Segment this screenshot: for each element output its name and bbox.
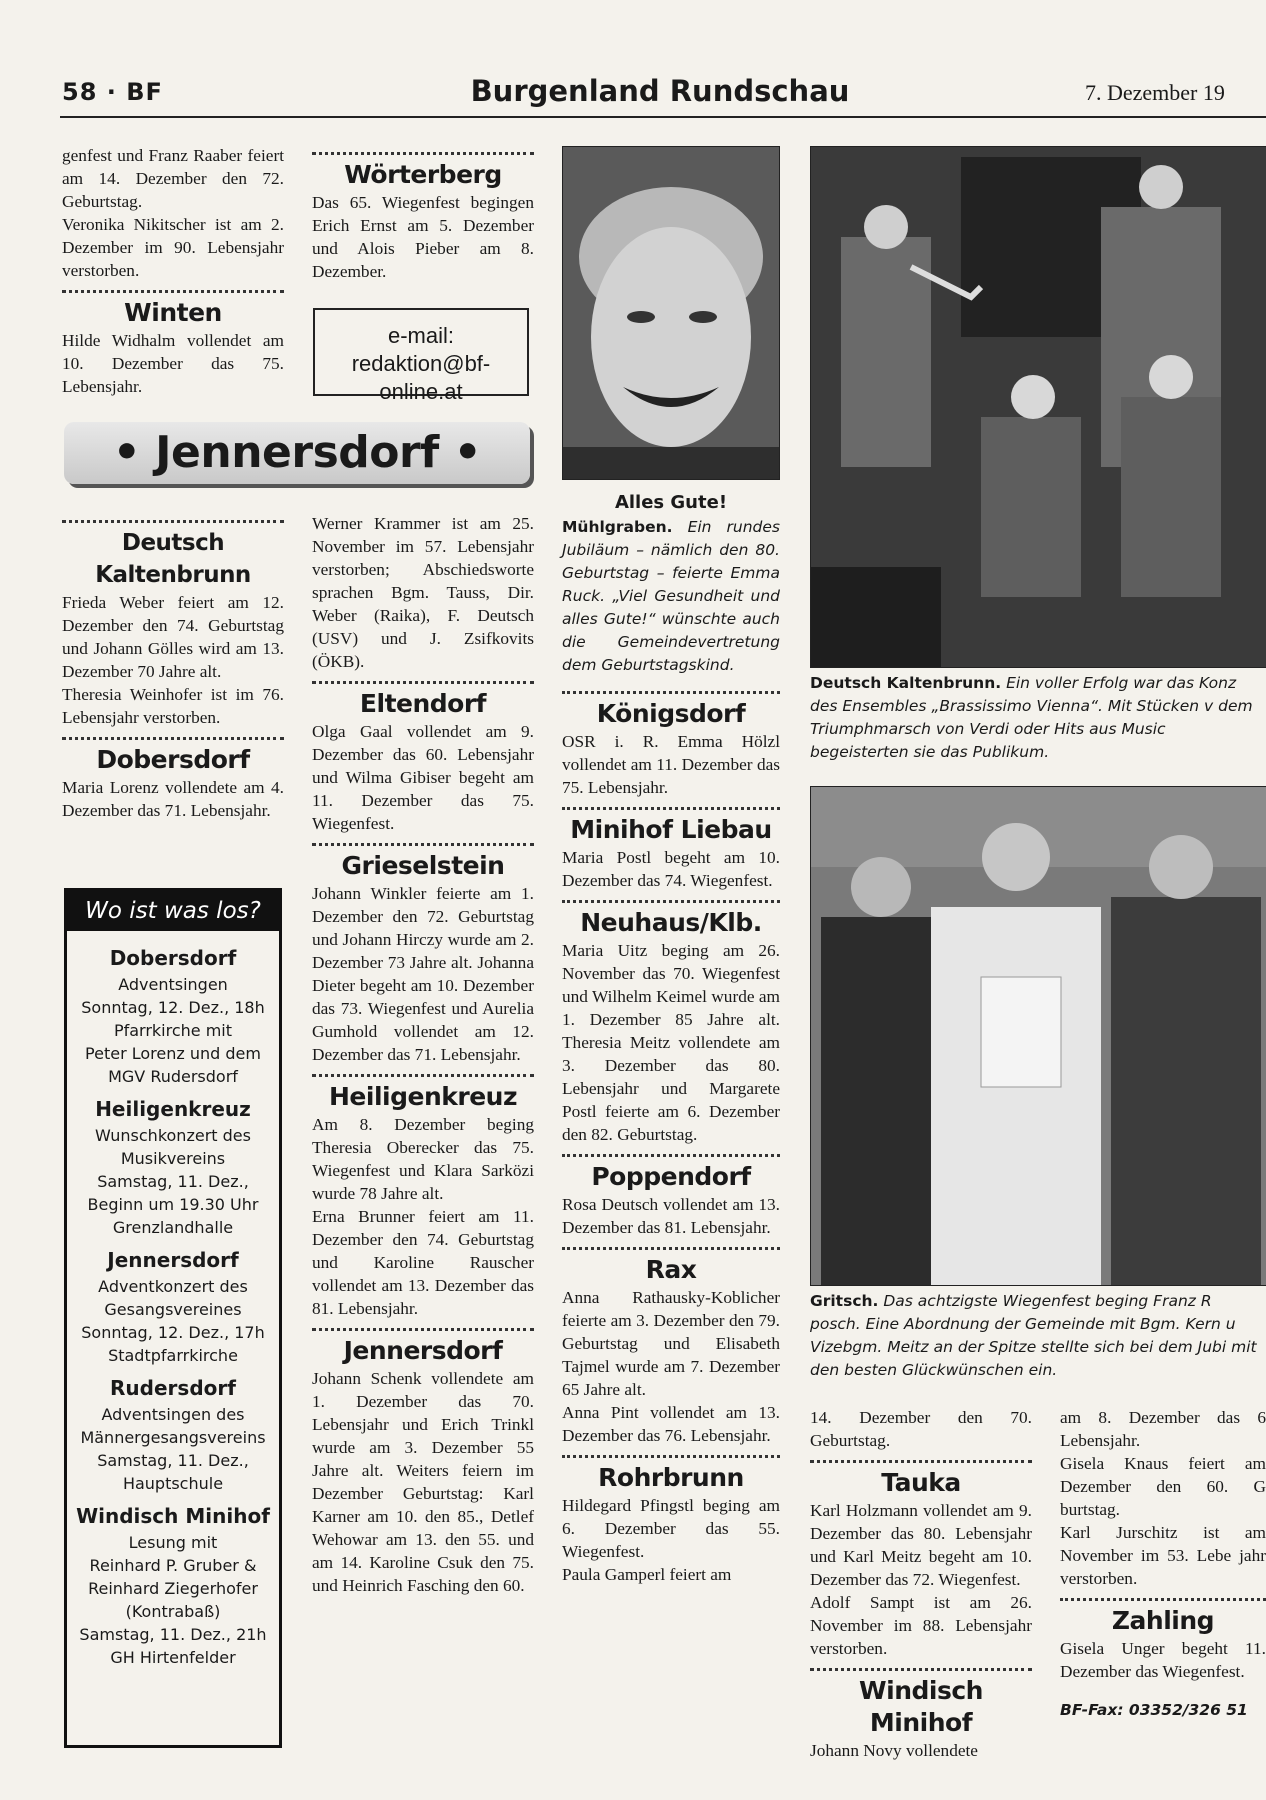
- event-place: Heiligenkreuz: [95, 1097, 251, 1121]
- divider: [562, 900, 780, 905]
- col3: [562, 490, 780, 1586]
- divider: [810, 1460, 1032, 1465]
- text: Am 8. Dezember beging Theresia Oberecker das 75. Wiegenfest und Klara Sarközi wurde 78 Jahre alt.: [312, 1115, 534, 1203]
- photo-caption-title: Alles Gute!: [614, 492, 728, 513]
- event-line: Samstag, 11. Dez.,: [97, 1172, 249, 1191]
- text: am 8. Dezember das 6 Lebensjahr.: [1060, 1408, 1266, 1450]
- text: 14. Dezember den 70. Geburtstag.: [810, 1408, 1032, 1450]
- divider: [1060, 1598, 1266, 1603]
- col1-top: [62, 144, 284, 398]
- event-line: Hauptschule: [122, 1474, 224, 1493]
- text: OSR i. R. Emma Hölzl vollendet am 11. Dezember das 75. Lebensjahr.: [562, 732, 780, 797]
- section-title: Wörterberg: [344, 160, 502, 189]
- caption-lead: Deutsch Kaltenbrunn.: [810, 674, 1002, 692]
- fax-number: BF-Fax: 03352/326 51: [1060, 1701, 1248, 1719]
- text: Olga Gaal vollendet am 9. Dezember das 60. Lebensjahr und Wilma Gibiser begeht am 11. Dezember das 75. Wiegenfest.: [312, 722, 534, 833]
- text: Maria Lorenz vollendete am 4. Dezember das 71. Lebensjahr.: [62, 778, 284, 820]
- section-title: Jennersdorf: [343, 1336, 503, 1365]
- event-line: Männergesangsvereins: [80, 1428, 266, 1447]
- event-line: Sonntag, 12. Dez., 18h: [81, 998, 265, 1017]
- text: Maria Uitz beging am 26. November das 70. Wiegenfest und Wilhelm Keimel wurde am 1. Dezember 85 Jahre alt. Theresia Meitz vollendete am 3. Dezember das 80. Lebensjahr und Margarete Postl feierte am 6. Dezember den 82. Geburtstag.: [562, 941, 780, 1144]
- caption-text: Ein rundes Jubiläum – nämlich den 80. Geburtstag – feierte Emma Ruck. „Viel Gesundheit und alles Gute!“ wünschte auch die Gemeindevertretung dem Geburtstagskind.: [562, 518, 780, 674]
- caption-lead: Gritsch.: [810, 1292, 879, 1310]
- divider: [62, 290, 284, 295]
- event-line: Lesung mit: [128, 1533, 218, 1552]
- event-line: Beginn um 19.30 Uhr: [87, 1195, 259, 1214]
- divider: [562, 1154, 780, 1159]
- issue-date: 7. Dezember 19: [1085, 80, 1225, 105]
- gritsch-image: [811, 787, 1266, 1285]
- event-line: (Kontrabaß): [125, 1602, 221, 1621]
- section-title: Rax: [645, 1255, 697, 1284]
- region-banner: • Jennersdorf •: [64, 422, 530, 484]
- event-line: Wunschkonzert des: [95, 1126, 251, 1145]
- section-title: Dobersdorf: [96, 745, 250, 774]
- section-title: Zahling: [1111, 1606, 1215, 1635]
- text: Johann Schenk vollendete am 1. Dezember das 70. Lebensjahr und Erich Trinkl wurde am 3. Dezember 55 Jahre alt. Weiters feiern im Dezember Geburtstag: Karl Karner am 10. den 85., Detlef Wehowar am 13. den 55. und am 14. Karoline Csuk den 75. und Heinrich Fasching den 60.: [312, 1369, 534, 1595]
- photo-caption: [562, 516, 780, 677]
- events-box: [64, 888, 282, 1748]
- event-line: Musikvereins: [120, 1149, 226, 1168]
- divider: [562, 807, 780, 812]
- text: Theresia Weinhofer ist im 76. Lebensjahr verstorben.: [62, 685, 284, 727]
- col5: [1060, 1406, 1266, 1722]
- events-list: [67, 931, 279, 1675]
- text: Karl Holzmann vollendet am 9. Dezember das 80. Lebensjahr und Karl Meitz begeht am 10. Dezember das 72. Wiegenfest.: [810, 1501, 1032, 1589]
- event-line: Reinhard P. Gruber &: [89, 1556, 257, 1575]
- event-line: Peter Lorenz und dem: [85, 1044, 261, 1063]
- section-title: Eltendorf: [359, 689, 487, 718]
- band-photo: [810, 146, 1266, 668]
- divider: [562, 1247, 780, 1252]
- divider: [562, 1455, 780, 1460]
- text: Adolf Sampt ist am 26. November im 88. Lebensjahr verstorben.: [810, 1593, 1032, 1658]
- section-title: Königsdorf: [596, 699, 746, 728]
- text: Anna Pint vollendet am 13. Dezember das 76. Lebensjahr.: [562, 1403, 780, 1445]
- text: Das 65. Wiegenfest begingen Erich Ernst am 5. Dezember und Alois Pieber am 8. Dezember.: [312, 193, 534, 281]
- event-line: Pfarrkirche mit: [113, 1021, 233, 1040]
- divider: [312, 843, 534, 848]
- divider: [312, 1328, 534, 1333]
- text: Erna Brunner feiert am 11. Dezember den 74. Geburtstag und Karoline Rauscher vollendet am 13. Dezember das 81. Lebensjahr.: [312, 1207, 534, 1318]
- col2-main: [312, 512, 534, 1597]
- text: Gisela Unger begeht 11. Dezember das Wiegenfest.: [1060, 1639, 1266, 1681]
- divider: [312, 152, 534, 157]
- email-address[interactable]: redaktion@bf-online.at: [351, 351, 491, 404]
- text: Gisela Knaus feiert am Dezember den 60. G burtstag.: [1060, 1454, 1266, 1519]
- divider: [312, 1074, 534, 1079]
- event-line: Adventsingen: [118, 975, 228, 994]
- event-line: Stadtpfarrkirche: [108, 1346, 238, 1365]
- text: genfest und Franz Raaber feiert am 14. Dezember den 72. Geburtstag.: [62, 146, 284, 211]
- text: Karl Jurschitz ist am November im 53. Lebe jahr verstorben.: [1060, 1523, 1266, 1588]
- text: Werner Krammer ist am 25. November im 57. Lebensjahr verstorben; Abschiedsworte sprachen Bgm. Tauss, Dir. Weber (Raika), F. Deutsch (USV) und J. Zsifkovits (ÖKB).: [312, 514, 534, 671]
- text: Rosa Deutsch vollendet am 13. Dezember das 81. Lebensjahr.: [562, 1195, 780, 1237]
- email-label: e-mail:: [387, 323, 454, 348]
- page-number: 58 · BF: [62, 78, 163, 106]
- event-line: Adventsingen des: [101, 1405, 245, 1424]
- portrait-photo: [562, 146, 780, 480]
- section-title: Rohrbrunn: [598, 1463, 744, 1492]
- band-image: [811, 147, 1266, 667]
- divider: [810, 1668, 1032, 1673]
- section-title: Heiligenkreuz: [329, 1082, 517, 1111]
- divider: [562, 691, 780, 696]
- event-line: Gesangsvereines: [104, 1300, 242, 1319]
- divider: [62, 520, 284, 525]
- divider: [62, 737, 284, 742]
- section-title: Deutsch Kaltenbrunn: [95, 530, 251, 588]
- gritsch-caption: [810, 1290, 1266, 1382]
- col4: [810, 1406, 1032, 1762]
- event-place: Jennersdorf: [107, 1248, 239, 1272]
- section-title: Grieselstein: [341, 851, 505, 880]
- section-title: Minihof Liebau: [570, 815, 772, 844]
- text: Anna Rathausky-Koblicher feierte am 3. Dezember den 79. Geburtstag und Elisabeth Tajmel wurde am 7. Dezember 65 Jahre alt.: [562, 1288, 780, 1399]
- section-title: Poppendorf: [591, 1162, 751, 1191]
- newspaper-title: Burgenland Rundschau: [470, 74, 850, 108]
- event-line: Samstag, 11. Dez.,: [97, 1451, 249, 1470]
- events-heading: Wo ist was los?: [67, 891, 279, 931]
- col2-top: [312, 144, 534, 283]
- text: Frieda Weber feiert am 12. Dezember den 74. Geburtstag und Johann Gölles wird am 13. Dezember 70 Jahre alt.: [62, 593, 284, 681]
- email-box: [313, 308, 529, 404]
- text: Veronika Nikitscher ist am 2. Dezember im 90. Lebensjahr verstorben.: [62, 215, 284, 280]
- event-line: MGV Rudersdorf: [108, 1067, 238, 1086]
- portrait-image: [563, 147, 779, 479]
- event-line: Adventkonzert des: [98, 1277, 248, 1296]
- caption-lead: Mühlgraben.: [562, 518, 673, 536]
- event-line: Reinhard Ziegerhofer: [88, 1579, 258, 1598]
- gritsch-photo: [810, 786, 1266, 1286]
- text: Johann Winkler feierte am 1. Dezember den 72. Geburtstag und Johann Hirczy wurde am 2. Dezember 73 Jahre alt. Johanna Dieter begeht am 10. Dezember das 73. Wiegenfest und Aurelia Gumhold vollendet am 12. Dezember das 71. Lebensjahr.: [312, 884, 534, 1064]
- text: Maria Postl begeht am 10. Dezember das 74. Wiegenfest.: [562, 848, 780, 890]
- event-line: GH Hirtenfelder: [110, 1648, 236, 1667]
- section-title: Winten: [124, 298, 222, 327]
- event-place: Dobersdorf: [109, 946, 237, 970]
- text: Paula Gamperl feiert am: [562, 1565, 732, 1584]
- section-title: Neuhaus/Klb.: [580, 908, 762, 937]
- section-title: Tauka: [881, 1468, 961, 1497]
- event-line: Grenzlandhalle: [112, 1218, 234, 1237]
- text: Hilde Widhalm vollendet am 10. Dezember das 75. Lebensjahr.: [62, 331, 284, 396]
- caption-text: Das achtzigste Wiegenfest beging Franz R posch. Eine Abordnung der Gemeinde mit Bgm. Kern u Vizebgm. Meitz an der Spitze stellte sich bei dem Jubi mit den besten Glückwünschen ein.: [810, 1292, 1257, 1379]
- divider: [312, 681, 534, 686]
- text: Hildegard Pfingstl beging am 6. Dezember das 55. Wiegenfest.: [562, 1496, 780, 1561]
- event-line: Sonntag, 12. Dez., 17h: [81, 1323, 265, 1342]
- event-place: Rudersdorf: [110, 1376, 236, 1400]
- event-place: Windisch Minihof: [76, 1504, 270, 1528]
- event-line: Samstag, 11. Dez., 21h: [79, 1625, 267, 1644]
- header-rule: [60, 116, 1266, 118]
- band-caption: [810, 672, 1266, 764]
- section-title: Windisch Minihof: [859, 1676, 983, 1737]
- col1-main: [62, 512, 284, 822]
- text: Johann Novy vollendete: [810, 1741, 978, 1760]
- caption-text: Ein voller Erfolg war das Konz des Ensembles „Brassissimo Vienna“. Mit Stücken v dem Triumphmarsch von Verdi oder Hits aus Music begeisterten sie das Publikum.: [810, 674, 1253, 761]
